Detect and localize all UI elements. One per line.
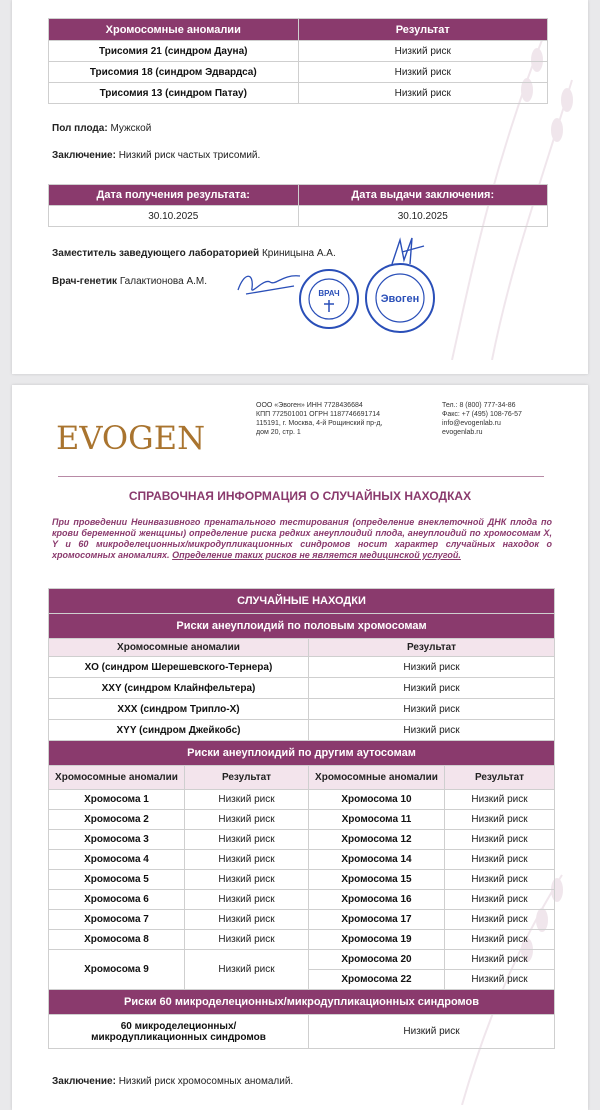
micro-syndromes-name [49, 1015, 309, 1049]
geneticist-name: Галактионова А.М. [119, 276, 208, 287]
chromosome-name: Хромосома 2 [49, 810, 185, 830]
conclusion-line [52, 150, 260, 161]
logo-text: EVOGEN [56, 419, 206, 457]
trisomy-table [48, 18, 548, 104]
table-row [49, 83, 548, 104]
trisomy-name: Трисомия 18 (синдром Эдвардса) [49, 62, 299, 83]
table-row [49, 678, 555, 699]
trisomy-name: Трисомия 21 (синдром Дауна) [49, 41, 299, 62]
evogen-logo-icon [56, 415, 234, 459]
chromosome-result: Низкий риск [445, 810, 555, 830]
chromosome-name: Хромосома 19 [309, 930, 445, 950]
evogen-logo [56, 415, 234, 459]
doctor-stamp-icon [298, 268, 360, 330]
signature-icon [234, 268, 304, 298]
micro-section-title: Риски 60 микроделеционных/микродупликационных синдромов [49, 990, 555, 1015]
trisomy-header-anomalies: Хромосомные аномалии [49, 19, 299, 41]
phone-text: Тел.: 8 (800) 777-34-86 [442, 402, 516, 409]
chromosome-name: Хромосома 3 [49, 830, 185, 850]
company-line: ООО «Эвоген» ИНН 7728436684 [256, 402, 363, 409]
chromosome-name: Хромосома 8 [49, 930, 185, 950]
chromosome-result: Низкий риск [185, 890, 309, 910]
sex-header-result: Результат [309, 639, 555, 657]
deputy-name: Криницына А.А. [261, 248, 336, 259]
chromosome-name: Хромосома 15 [309, 870, 445, 890]
autosome-header-anomalies: Хромосомные аномалии [309, 766, 445, 790]
chromosome-result: Низкий риск [185, 870, 309, 890]
page-title: СПРАВОЧНАЯ ИНФОРМАЦИЯ О СЛУЧАЙНЫХ НАХОДКАХ [128, 489, 472, 503]
chromosome-result: Низкий риск [445, 910, 555, 930]
trisomy-result: Низкий риск [298, 41, 548, 62]
chromosome-result: Низкий риск [445, 950, 555, 970]
sex-anomaly-result: Низкий риск [309, 657, 555, 678]
chromosome-result: Низкий риск [185, 910, 309, 930]
autosome-header-result: Результат [185, 766, 309, 790]
deputy-label: Заместитель заведующего лабораторией [52, 248, 260, 259]
table-row [49, 830, 555, 850]
findings-table [48, 588, 554, 1049]
chromosome-result: Низкий риск [185, 790, 309, 810]
table-row [49, 62, 548, 83]
chromosome-name: Хромосома 9 [49, 950, 185, 990]
table-row [49, 930, 555, 950]
table-row [49, 890, 555, 910]
table-row [49, 790, 555, 810]
autosome-section-title: Риски анеуплоидий по другим аутосомам [49, 741, 555, 766]
intro-paragraph [52, 517, 552, 561]
chromosome-name: Хромосома 7 [49, 910, 185, 930]
findings-title: СЛУЧАЙНЫЕ НАХОДКИ [49, 589, 555, 614]
website-link[interactable]: evogenlab.ru [442, 429, 483, 436]
doctor-stamp-text: ВРАЧ [318, 289, 340, 298]
conclusion-value: Низкий риск частых трисомий. [118, 150, 261, 161]
chromosome-result: Низкий риск [185, 930, 309, 950]
chromosome-result: Низкий риск [445, 930, 555, 950]
intro-underlined-text: Определение таких рисков не является медицинской услугой. [172, 550, 461, 560]
sex-anomaly-name: ХО (синдром Шерешевского-Тернера) [49, 657, 309, 678]
trisomy-result: Низкий риск [298, 83, 548, 104]
dates-table [48, 184, 548, 227]
table-row [49, 850, 555, 870]
chromosome-name: Хромосома 4 [49, 850, 185, 870]
chromosome-name: Хромосома 12 [309, 830, 445, 850]
micro-name-line: микродупликационных синдромов [91, 1031, 266, 1043]
company-contacts [442, 401, 582, 437]
email-link[interactable]: info@evogenlab.ru [442, 420, 501, 427]
chromosome-result: Низкий риск [185, 810, 309, 830]
table-row [49, 950, 555, 970]
table-row [49, 657, 555, 678]
final-conclusion-line [52, 1076, 293, 1087]
company-line: 115191, г. Москва, 4-й Рощинский пр-д, [256, 420, 383, 427]
autosome-header-result: Результат [445, 766, 555, 790]
table-row [49, 41, 548, 62]
date-issued-value: 30.10.2025 [298, 206, 548, 227]
table-row [49, 810, 555, 830]
fetal-sex-line [52, 123, 151, 134]
sex-header-anomalies: Хромосомные аномалии [49, 639, 309, 657]
deputy-signature-line [52, 248, 336, 259]
trisomy-header-result: Результат [298, 19, 548, 41]
table-row [49, 720, 555, 741]
date-issued-header: Дата выдачи заключения: [298, 185, 548, 206]
chromosome-result: Низкий риск [445, 830, 555, 850]
company-line: КПП 772501001 ОГРН 1187746691714 [256, 411, 381, 418]
report-page-2 [12, 385, 588, 1110]
chromosome-result: Низкий риск [445, 890, 555, 910]
date-received-header: Дата получения результата: [49, 185, 299, 206]
sex-anomaly-result: Низкий риск [309, 699, 555, 720]
company-stamp-icon [364, 262, 436, 334]
table-row [49, 1015, 555, 1049]
company-details [256, 401, 426, 437]
sex-anomaly-result: Низкий риск [309, 678, 555, 699]
final-conclusion-label: Заключение: [52, 1076, 116, 1087]
chromosome-result: Низкий риск [445, 870, 555, 890]
fetal-sex-label: Пол плода: [52, 123, 108, 134]
geneticist-label: Врач-генетик [52, 276, 118, 287]
intro-text: При проведении Неинвазивного пренатального тестирования (определение внеклеточной ДНК плода по крови беременной женщины) определение риска редких анеуплоидий плода, анеуплоидий по хромосомам X, Y и 60 микроделеционных/микродупликационных синдромов носит характер случайных находок о хромосомных аномалиях. [52, 517, 552, 560]
company-line: дом 20, стр. 1 [256, 429, 301, 436]
final-conclusion-value: Низкий риск хромосомных аномалий. [118, 1076, 294, 1087]
sex-anomaly-result: Низкий риск [309, 720, 555, 741]
fetal-sex-value: Мужской [110, 123, 152, 134]
sex-anomaly-name: XXX (синдром Трипло-Х) [49, 699, 309, 720]
chromosome-result: Низкий риск [445, 790, 555, 810]
geneticist-signature-line [52, 276, 207, 287]
sex-anomaly-name: XXY (синдром Клайнфельтера) [49, 678, 309, 699]
trisomy-name: Трисомия 13 (синдром Патау) [49, 83, 299, 104]
chromosome-name: Хромосома 5 [49, 870, 185, 890]
chromosome-name: Хромосома 20 [309, 950, 445, 970]
conclusion-label: Заключение: [52, 150, 116, 161]
chromosome-name: Хромосома 6 [49, 890, 185, 910]
table-row [49, 870, 555, 890]
chromosome-name: Хромосома 16 [309, 890, 445, 910]
header-divider [58, 476, 544, 477]
table-row [49, 699, 555, 720]
fax-text: Факс: +7 (495) 108-76-57 [442, 411, 522, 418]
sex-anomaly-name: XYY (синдром Джейкобс) [49, 720, 309, 741]
chromosome-name: Хромосома 17 [309, 910, 445, 930]
company-stamp-text: Эвоген [380, 293, 420, 305]
trisomy-result: Низкий риск [298, 62, 548, 83]
micro-syndromes-result: Низкий риск [309, 1015, 555, 1049]
chromosome-result: Низкий риск [445, 850, 555, 870]
micro-name-line: 60 микроделеционных/ [120, 1020, 237, 1032]
chromosome-name: Хромосома 1 [49, 790, 185, 810]
autosome-header-anomalies: Хромосомные аномалии [49, 766, 185, 790]
chromosome-name: Хромосома 14 [309, 850, 445, 870]
sex-section-title: Риски анеуплоидий по половым хромосомам [49, 614, 555, 639]
table-row [49, 910, 555, 930]
chromosome-name: Хромосома 10 [309, 790, 445, 810]
chromosome-result: Низкий риск [445, 970, 555, 990]
report-page-1 [12, 0, 588, 374]
chromosome-result: Низкий риск [185, 850, 309, 870]
chromosome-result: Низкий риск [185, 950, 309, 990]
chromosome-name: Хромосома 22 [309, 970, 445, 990]
date-received-value: 30.10.2025 [49, 206, 299, 227]
chromosome-result: Низкий риск [185, 830, 309, 850]
chromosome-name: Хромосома 11 [309, 810, 445, 830]
